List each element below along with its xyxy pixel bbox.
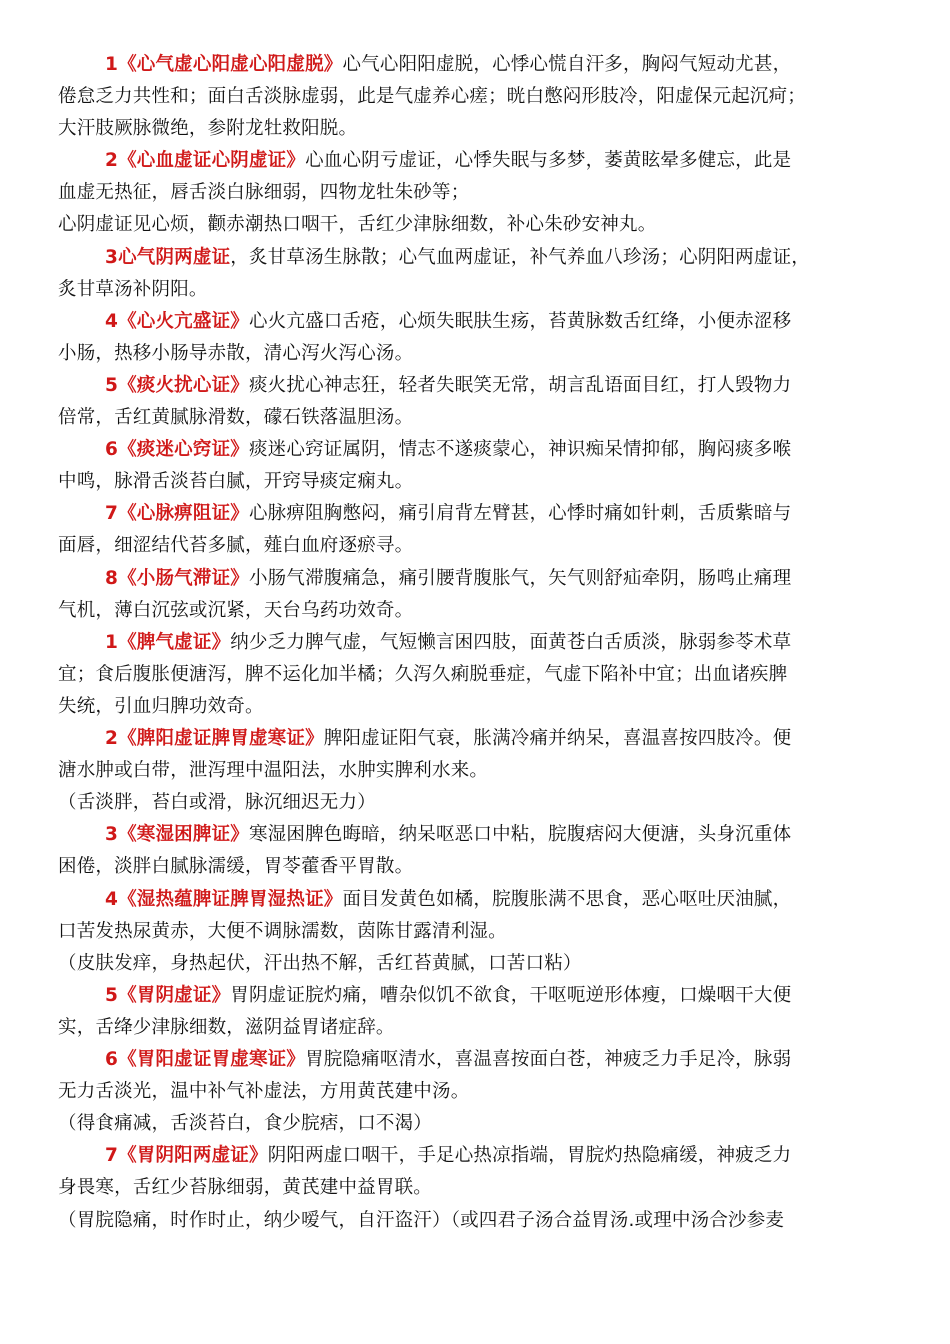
text-line <box>58 851 898 883</box>
note-text: （得食痛减，舌淡苔白，食少脘痞，口不渴） <box>58 1113 433 1134</box>
text-line <box>58 209 898 241</box>
verse-text: 心脉痹阻胸憋闷，痛引肩背左臂甚，心悸时痛如针刺，舌质紫暗与 <box>248 503 792 524</box>
heading-line-tanhuo <box>105 370 898 402</box>
text-line <box>58 402 898 434</box>
section-heading: 4《湿热蕴脾证脾胃湿热证》 <box>105 889 343 910</box>
section-heading: 5《胃阴虚证》 <box>105 985 231 1006</box>
verse-text: 中鸣，脉滑舌淡苔白腻，开窍导痰定痫丸。 <box>58 471 414 492</box>
verse-text: 倍常，舌红黄腻脉滑数，礞石铁落温胆汤。 <box>58 407 414 428</box>
heading-line-tanmi <box>105 434 898 466</box>
verse-text: ，炙甘草汤生脉散；心气血两虚证，补气养血八珍汤；心阴阳两虚证， <box>230 247 810 268</box>
heading-line-piyangxu <box>105 723 898 755</box>
section-heading: 6《痰迷心窍证》 <box>105 439 249 460</box>
heading-line-piqixu <box>105 627 898 659</box>
heading-line-xiaochang <box>105 563 898 595</box>
note-line <box>58 787 898 819</box>
note-text: （皮肤发痒，身热起伏，汗出热不解，舌红苔黄腻，口苦口粘） <box>58 953 582 974</box>
verse-text: 气机，薄白沉弦或沉紧，天台乌药功效奇。 <box>58 600 414 621</box>
text-line <box>58 466 898 498</box>
section-heading: 3心气阴两虚证 <box>105 247 231 268</box>
text-line <box>58 274 898 306</box>
section-heading: 3《寒湿困脾证》 <box>105 824 249 845</box>
note-line <box>58 1108 898 1140</box>
verse-text: 身畏寒，舌红少苔脉细弱，黄芪建中益胃联。 <box>58 1177 433 1198</box>
text-line <box>58 595 898 627</box>
verse-text: 胃脘隐痛呕清水，喜温喜按面白苍，神疲乏力手足冷，脉弱 <box>305 1049 792 1070</box>
verse-text: 面目发黄色如橘，脘腹胀满不思食，恶心呕吐厌油腻， <box>342 889 792 910</box>
heading-line-xinqiyin <box>105 242 898 274</box>
text-line <box>58 1012 898 1044</box>
verse-text: 痰火扰心神志狂，轻者失眠笑无常，胡言乱语面目红，打人毁物力 <box>248 375 792 396</box>
verse-text: 阴阳两虚口咽干，手足心热凉指端，胃脘灼热隐痛缓，神疲乏力 <box>267 1145 792 1166</box>
verse-text: 困倦，淡胖白腻脉濡缓，胃苓藿香平胃散。 <box>58 856 414 877</box>
heading-line-weiyangxu <box>105 1044 898 1076</box>
verse-text: 小肠气滞腹痛急，痛引腰背腹胀气，矢气则舒疝牵阴，肠鸣止痛理 <box>248 568 792 589</box>
section-heading: 6《胃阳虚证胃虚寒证》 <box>105 1049 306 1070</box>
verse-text: 实，舌绛少津脉细数，滋阴益胃诸症辞。 <box>58 1017 395 1038</box>
section-heading: 7《胃阴阳两虚证》 <box>105 1145 268 1166</box>
verse-text: 血虚无热征，唇舌淡白脉细弱，四物龙牡朱砂等； <box>58 182 470 203</box>
text-line <box>58 81 898 113</box>
text-line <box>58 691 898 723</box>
heading-line-xinqixu <box>105 49 898 81</box>
heading-line-hanshi <box>105 819 898 851</box>
section-heading: 5《痰火扰心证》 <box>105 375 249 396</box>
verse-text: 脾阳虚证阳气衰，胀满冷痛并纳呆，喜温喜按四肢冷。便 <box>323 728 792 749</box>
verse-text: 溏水肿或白带，泄泻理中温阳法，水肿实脾利水来。 <box>58 760 489 781</box>
verse-text: 宜；食后腹胀便溏泻，脾不运化加半橘；久泻久痢脱垂症，气虚下陷补中宜；出血诸疾脾 <box>58 664 788 685</box>
verse-text: 心阴虚证见心烦，颧赤潮热口咽干，舌红少津脉细数，补心朱砂安神丸。 <box>58 214 657 235</box>
verse-text: 口苦发热尿黄赤，大便不调脉濡数，茵陈甘露清利湿。 <box>58 921 507 942</box>
section-heading: 8《小肠气滞证》 <box>105 568 249 589</box>
verse-text: 大汗肢厥脉微绝，参附龙牡救阳脱。 <box>58 118 358 139</box>
text-line <box>58 1172 898 1204</box>
verse-text: 纳少乏力脾气虚，气短懒言困四肢，面黄苍白舌质淡，脉弱参苓术草 <box>230 632 792 653</box>
heading-line-xinhuo <box>105 306 898 338</box>
section-heading: 7《心脉痹阻证》 <box>105 503 249 524</box>
verse-text: 失统，引血归脾功效奇。 <box>58 696 264 717</box>
section-heading: 2《脾阳虚证脾胃虚寒证》 <box>105 728 324 749</box>
verse-text: 炙甘草汤补阴阳。 <box>58 279 208 300</box>
verse-text: 面唇，细涩结代苔多腻，薤白血府逐瘀寻。 <box>58 535 414 556</box>
text-line <box>58 1076 898 1108</box>
verse-text: 小肠，热移小肠导赤散，清心泻火泻心汤。 <box>58 343 414 364</box>
heading-line-weiyinxu <box>105 980 898 1012</box>
verse-text: 痰迷心窍证属阴，情志不遂痰蒙心，神识痴呆情抑郁，胸闷痰多喉 <box>248 439 792 460</box>
heading-line-xinmai <box>105 498 898 530</box>
text-line <box>58 177 898 209</box>
note-line <box>58 1205 898 1237</box>
section-heading: 4《心火亢盛证》 <box>105 311 249 332</box>
verse-text: 心火亢盛口舌疮，心烦失眠肤生疡，苔黄脉数舌红绛，小便赤涩移 <box>248 311 792 332</box>
section-heading: 1《脾气虚证》 <box>105 632 231 653</box>
section-heading: 2《心血虚证心阴虚证》 <box>105 150 306 171</box>
verse-text: 无力舌淡光，温中补气补虚法，方用黄芪建中汤。 <box>58 1081 470 1102</box>
text-line <box>58 659 898 691</box>
verse-text: 寒湿困脾色晦暗，纳呆呕恶口中粘，脘腹痞闷大便溏，头身沉重体 <box>248 824 792 845</box>
text-line <box>58 916 898 948</box>
text-line <box>58 113 898 145</box>
note-text: （胃脘隐痛，时作时止，纳少嗳气，自汗盗汗）（或四君子汤合益胃汤.或理中汤合沙参麦 <box>58 1210 785 1231</box>
verse-text: 心气心阳阳虚脱，心悸心慌自汗多，胸闷气短动尤甚， <box>342 54 792 75</box>
text-line <box>58 338 898 370</box>
text-line <box>58 530 898 562</box>
heading-line-xinxuexu <box>105 145 898 177</box>
text-line <box>58 755 898 787</box>
heading-line-weiyinyang <box>105 1140 898 1172</box>
verse-text: 胃阴虚证脘灼痛，嘈杂似饥不欲食，干呕呃逆形体瘦，口燥咽干大便 <box>230 985 792 1006</box>
section-heading: 1《心气虚心阳虚心阳虚脱》 <box>105 54 343 75</box>
heading-line-shire <box>105 884 898 916</box>
verse-text: 心血心阴亏虚证，心悸失眠与多梦，萎黄眩晕多健忘，此是 <box>305 150 792 171</box>
verse-text: 倦怠乏力共性和；面白舌淡脉虚弱，此是气虚养心瘥；晄白憋闷形肢冷，阳虚保元起沉疴； <box>58 86 807 107</box>
note-line <box>58 948 898 980</box>
note-text: （舌淡胖，苔白或滑，脉沉细迟无力） <box>58 792 376 813</box>
